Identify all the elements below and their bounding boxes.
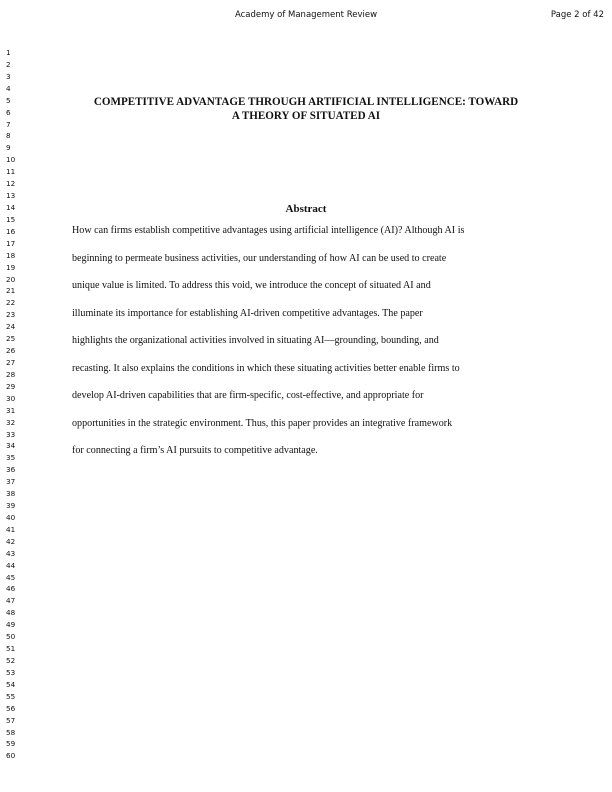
line-number: 27 xyxy=(6,357,16,367)
line-number: 43 xyxy=(6,548,16,558)
line-number: 59 xyxy=(6,739,16,749)
journal-name: Academy of Management Review xyxy=(234,10,378,20)
page-number: Page 2 of 42 xyxy=(550,10,604,20)
line-number: 36 xyxy=(6,465,16,475)
line-number: 46 xyxy=(6,584,16,594)
line-number: 32 xyxy=(6,417,16,427)
line-number: 2 xyxy=(6,59,11,69)
line-number: 19 xyxy=(6,262,16,272)
line-number: 55 xyxy=(6,691,16,701)
line-number: 48 xyxy=(6,608,16,618)
line-number: 17 xyxy=(6,238,16,248)
line-number: 21 xyxy=(6,286,16,296)
abstract-line: for connecting a firm’s AI pursuits to competitive advantage. xyxy=(72,445,318,456)
line-number: 29 xyxy=(6,381,16,391)
paper-title xyxy=(60,96,552,123)
line-number: 6 xyxy=(6,107,11,117)
line-number: 13 xyxy=(6,191,16,201)
line-number: 24 xyxy=(6,322,16,332)
abstract-line: opportunities in the strategic environment. Thus, this paper provides an integrative framework xyxy=(72,417,453,429)
line-number: 5 xyxy=(6,95,11,105)
abstract-line: beginning to permeate business activities, our understanding of how AI can be used to create xyxy=(72,252,447,264)
line-number: 47 xyxy=(6,596,16,606)
line-number: 58 xyxy=(6,727,16,737)
line-number: 52 xyxy=(6,656,16,666)
line-number: 30 xyxy=(6,393,16,403)
line-number: 28 xyxy=(6,369,16,379)
abstract-body xyxy=(72,224,572,472)
line-number: 50 xyxy=(6,632,16,642)
line-number: 7 xyxy=(6,119,11,129)
line-number: 44 xyxy=(6,560,16,570)
abstract-line: How can firms establish competitive advantages using artificial intelligence (AI)? Although AI is xyxy=(72,225,465,236)
abstract-line: recasting. It also explains the conditions in which these situating activities better enable firms to xyxy=(72,362,460,374)
line-number: 39 xyxy=(6,501,16,511)
line-number: 1 xyxy=(6,48,11,57)
line-numbers xyxy=(6,47,15,762)
line-number: 31 xyxy=(6,405,16,415)
line-number: 22 xyxy=(6,298,16,308)
page-header xyxy=(0,10,612,24)
line-number: 49 xyxy=(6,620,16,630)
line-number: 9 xyxy=(6,143,11,153)
line-number: 56 xyxy=(6,703,16,713)
abstract-line: highlights the organizational activities involved in situating AI—grounding, bounding, and xyxy=(72,335,439,346)
line-number: 41 xyxy=(6,524,16,534)
line-number: 51 xyxy=(6,644,16,654)
line-number: 38 xyxy=(6,489,16,499)
line-number: 8 xyxy=(6,131,11,141)
line-number: 57 xyxy=(6,715,16,725)
line-number: 10 xyxy=(6,155,16,165)
abstract-heading: Abstract xyxy=(285,203,327,215)
line-number: 34 xyxy=(6,441,16,451)
line-number: 15 xyxy=(6,214,16,224)
line-number: 37 xyxy=(6,477,16,487)
line-number: 12 xyxy=(6,179,16,189)
line-number: 42 xyxy=(6,536,16,546)
line-number: 40 xyxy=(6,512,16,522)
line-number: 33 xyxy=(6,429,16,439)
line-number: 20 xyxy=(6,274,16,284)
line-number: 54 xyxy=(6,679,16,689)
line-number: 11 xyxy=(6,167,16,177)
abstract-line: unique value is limited. To address this void, we introduce the concept of situated AI and xyxy=(72,280,431,291)
title-line: A THEORY OF SITUATED AI xyxy=(231,109,381,122)
line-number: 45 xyxy=(6,572,16,582)
line-number: 26 xyxy=(6,346,16,356)
line-number: 3 xyxy=(6,71,11,81)
line-number: 18 xyxy=(6,250,16,260)
line-number: 53 xyxy=(6,667,16,677)
line-number: 25 xyxy=(6,334,16,344)
title-line: COMPETITIVE ADVANTAGE THROUGH ARTIFICIAL INTELLIGENCE: TOWARD xyxy=(93,96,519,108)
line-number: 35 xyxy=(6,453,16,463)
line-number: 23 xyxy=(6,310,16,320)
abstract-line: develop AI-driven capabilities that are firm-specific, cost-effective, and appropriate for xyxy=(72,390,424,401)
line-number: 16 xyxy=(6,226,16,236)
abstract-line: illuminate its importance for establishing AI-driven competitive advantages. The paper xyxy=(72,307,423,319)
line-number: 14 xyxy=(6,202,16,212)
line-number: 4 xyxy=(6,83,11,93)
line-number: 60 xyxy=(6,751,16,761)
